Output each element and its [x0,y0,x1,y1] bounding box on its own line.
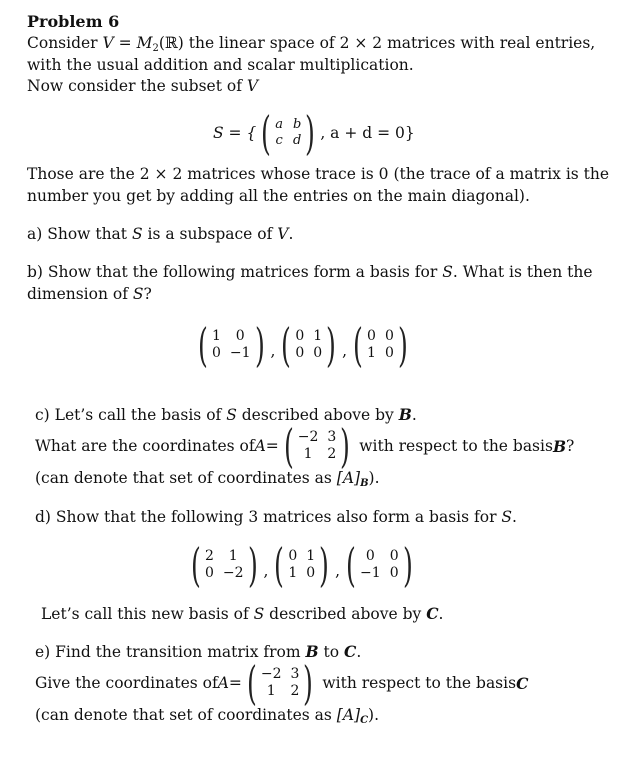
matrix-A-e: ( −2 3 1 2 ) [246,656,314,710]
basis-b-matrix-1: ( 1 0 0 −1 ) [198,318,265,372]
part-e-line-3: (can denote that set of coordinates as $[A]_C$). [35,706,380,726]
basis-b-matrices: ( 1 0 0 −1 ) , ( 0 1 0 0 ) , ( 0 0 1 0 ) [193,322,413,368]
trace-line-2: number you get by adding all the entries on the main diagonal). [27,187,530,205]
part-c-line-3: (can denote that set of coordinates as $[A]_B$). [35,469,380,489]
part-c-line-2: What are the coordinates of A = ( −2 3 1 2 ) with respect to the basis B ? [35,419,575,473]
trace-line-1: Those are the 2 × 2 matrices whose trace is 0 (the trace of a matrix is the [27,165,610,183]
intro-line-3: Now consider the subset of V [27,77,259,95]
part-c-line-1: c) Let’s call the basis of S described above by B. [35,405,417,424]
basis-c-matrix-2: ( 0 1 1 0 ) [274,538,330,592]
basis-b-matrix-2: ( 0 1 0 0 ) [281,318,337,372]
part-b-line-2: dimension of S? [27,285,152,303]
part-e-line-1: e) Find the transition matrix from B to C. [35,642,362,661]
basis-c-matrix-3: ( 0 0 −1 0 ) [346,538,413,592]
basis-c-matrices: ( 2 1 0 −2 ) , ( 0 1 1 0 ) , ( 0 0 −1 0 ) [186,542,418,588]
part-b-line-1: b) Show that the following matrices form a basis for S. What is then the [27,263,593,281]
set-definition: S = { ( a b c d ) , a + d = 0} [213,106,415,160]
part-e-line-2: Give the coordinates of A = ( −2 3 1 2 ) with respect to the basis C [35,656,529,710]
matrix-A-c: ( −2 3 1 2 ) [283,419,351,473]
basis-c-matrix-1: ( 2 1 0 −2 ) [191,538,258,592]
basis-b-matrix-3: ( 0 0 1 0 ) [353,318,408,372]
set-matrix: ( a b c d ) [261,106,316,160]
intro-line-1: Consider $V = M_2(ℝ)$ the linear space of 2 × 2 matrices with real entries, [27,34,596,54]
part-a: a) Show that S is a subspace of V. [27,225,294,243]
new-basis-line: Let’s call this new basis of S described above by C. [41,604,444,623]
problem-title: Problem 6 [27,12,120,31]
part-d: d) Show that the following 3 matrices also form a basis for S. [35,508,517,526]
intro-line-2: with the usual addition and scalar multiplication. [27,56,414,74]
